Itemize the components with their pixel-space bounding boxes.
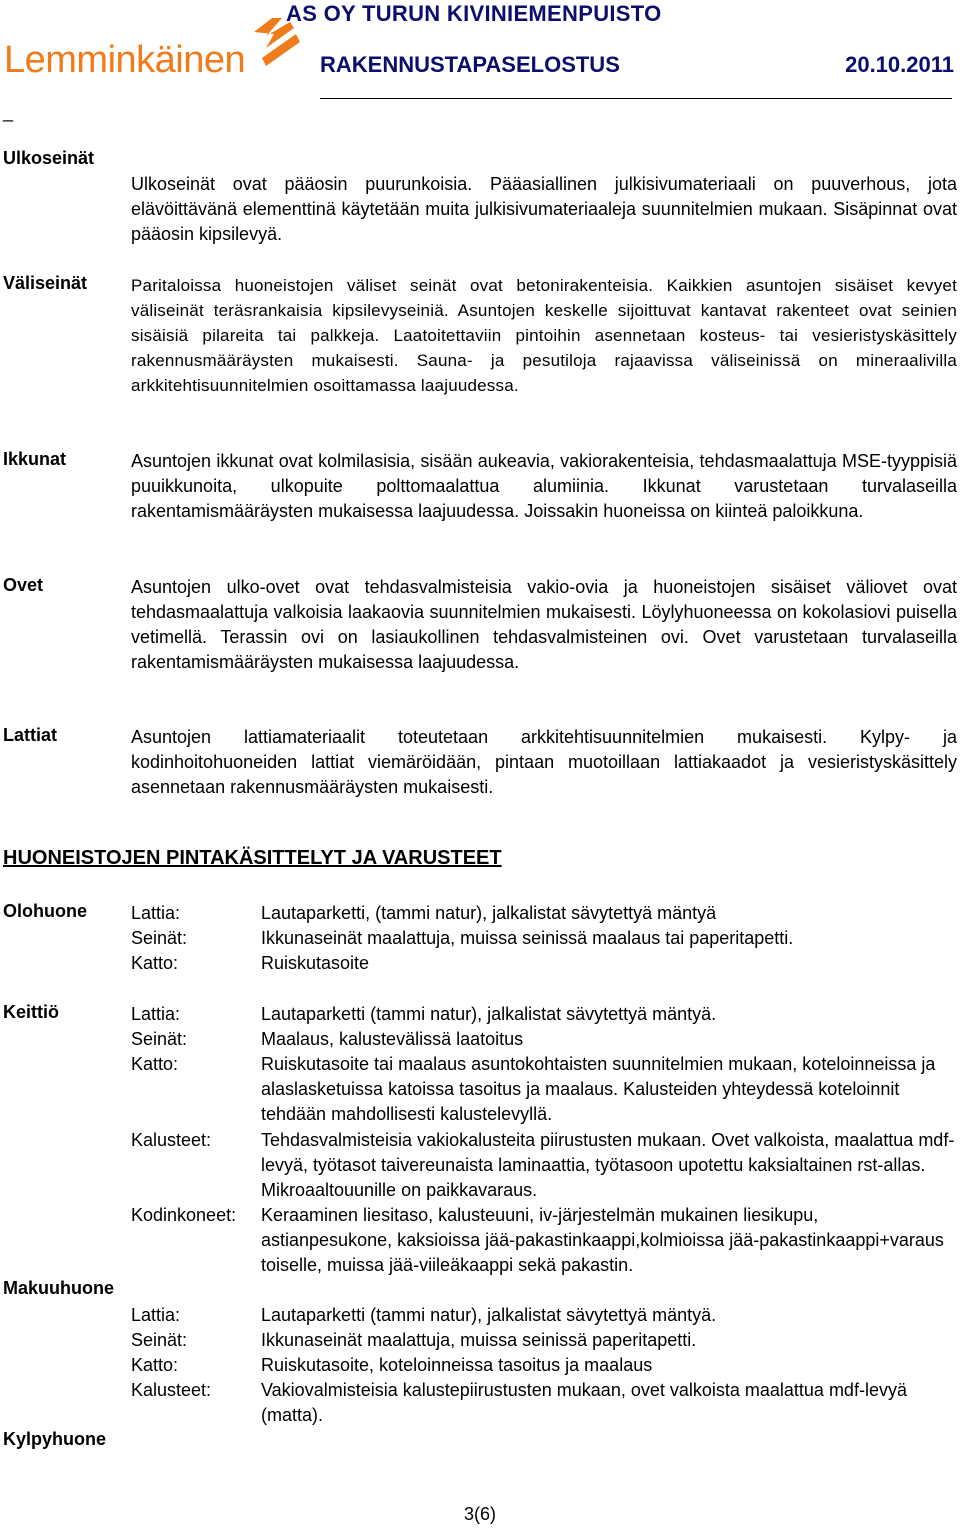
section-text-ovet: Asuntojen ulko-ovet ovat tehdasvalmisteisia vakio-ovia ja huoneistojen sisäiset väliovet ovat tehdasmaalattuja valkoisia laakaovia suunnitelmien mukaisesti. Löylyhuoneessa on kokolasiovi puisella vetimellä. Terassin ovi on lasiaukollinen tehdasvalmisteinen ovi. Ovet varustetaan turvalaseilla rakentamismääräysten mukaisessa laajuudessa. bbox=[131, 577, 957, 672]
row-key: Seinät: bbox=[131, 928, 188, 948]
row-key: Katto: bbox=[131, 1355, 179, 1375]
row-key: Seinät: bbox=[131, 1029, 188, 1049]
section-text-ikkunat: Asuntojen ikkunat ovat kolmilasisia, sisään aukeavia, vakiorakenteisia, tehdasmaalattuja MSE-tyyppisiä puuikkunoita, ulkopuite polttomaalattua alumiinia. Ikkunat varustetaan turvalaseilla rakentamismääräysten mukaisessa laajuudessa. Joissakin huoneissa on kiinteä paloikkuna. bbox=[131, 451, 957, 521]
row-value: Ruiskutasoite tai maalaus asuntokohtaisten suunnitelmien mukaan, koteloinneissa ja alaslasketuissa katoissa tasoitus ja maalaus. Kalusteiden yhteydessä koteloinnit tehdään mahdollisesti kalustelevyllä. bbox=[261, 1054, 936, 1124]
row-key: Katto: bbox=[131, 1054, 179, 1074]
row-value: Vakiovalmisteisia kalustepiirustusten mukaan, ovet valkoista maalattua mdf-levyä (matta). bbox=[261, 1380, 907, 1425]
section-label-ikkunat: Ikkunat bbox=[3, 449, 67, 469]
row-key: Kalusteet: bbox=[131, 1130, 212, 1150]
svg-text:Lemminkäinen: Lemminkäinen bbox=[4, 39, 246, 81]
section-label-ulkoseinat: Ulkoseinät bbox=[3, 148, 95, 168]
row-key: Lattia: bbox=[131, 1305, 181, 1325]
company-name: AS OY TURUN KIVINIEMENPUISTO bbox=[286, 1, 662, 26]
section-text-ulkoseinat: Ulkoseinät ovat pääosin puurunkoisia. Pääasiallinen julkisivumateriaali on puuverhous, jota elävöittävänä elementtinä käytetään muita julkisivumateriaaleja suunnitelmien mukaan. Sisäpinnat ovat pääosin kipsilevyä. bbox=[131, 174, 957, 244]
document-type: RAKENNUSTAPASELOSTUS bbox=[320, 52, 620, 77]
row-key: Lattia: bbox=[131, 1004, 181, 1024]
row-value: Maalaus, kalustevälissä laatoitus bbox=[261, 1029, 524, 1049]
row-value: Keraaminen liesitaso, kalusteuuni, iv-järjestelmän mukainen liesikupu, bbox=[261, 1205, 819, 1225]
row-value: Lautaparketti (tammi natur), jalkalistat sävytettyä mäntyä. bbox=[261, 1004, 717, 1024]
section-label-ovet: Ovet bbox=[3, 575, 44, 595]
lemminkainen-logo bbox=[4, 14, 304, 88]
row-key: Kodinkoneet: bbox=[131, 1205, 237, 1225]
header-divider bbox=[320, 98, 952, 99]
header-dash: _ bbox=[3, 102, 14, 122]
room-olohuone: Olohuone bbox=[3, 901, 87, 921]
room-kylpyhuone: Kylpyhuone bbox=[3, 1429, 107, 1449]
row-value: Ikkunaseinät maalattuja, muissa seinissä paperitapetti. bbox=[261, 1330, 697, 1350]
room-makuuhuone: Makuuhuone bbox=[3, 1278, 114, 1298]
row-value: Lautaparketti, (tammi natur), jalkalistat sävytettyä mäntyä bbox=[261, 903, 717, 923]
row-value: Ruiskutasoite, koteloinneissa tasoitus ja maalaus bbox=[261, 1355, 653, 1375]
row-value: Tehdasvalmisteisia vakiokalusteita piirustusten mukaan. Ovet valkoista, maalattua mdf-levyä, työtasot taivereunaista laminaattia, työtasoon upotettu kaksialtainen rst-allas. Mikroaaltouunille on paikkavaraus. bbox=[261, 1130, 955, 1200]
section-label-lattiat: Lattiat bbox=[3, 725, 57, 745]
document-date: 20.10.2011 bbox=[845, 52, 954, 77]
finishes-heading: HUONEISTOJEN PINTAKÄSITTELYT JA VARUSTEET bbox=[3, 847, 502, 869]
section-text-valiseinat: Paritaloissa huoneistojen väliset seinät ovat betonirakenteisia. Kaikkien asuntojen sisäiset kevyet väliseinät teräsrankaisia kipsilevyseiniä. Asuntojen keskelle sijoittuvat kantavat rakenteet ovat seinien sisäisiä pilareita tai palkkeja. Laatoitettaviin pintoihin asennetaan kosteus- tai vesieristyskäsittely rakennusmääräysten mukaisesti. Sauna- ja pesutiloja rajaavissa väliseinissä on mineraalivilla arkkitehtisuunnitelmien osoittamassa laajuudessa. bbox=[131, 276, 957, 395]
row-key: Lattia: bbox=[131, 903, 181, 923]
row-key: Katto: bbox=[131, 953, 179, 973]
page-number: 3(6) bbox=[463, 1504, 496, 1524]
room-keittio: Keittiö bbox=[3, 1002, 59, 1022]
row-value: Ruiskutasoite bbox=[261, 953, 370, 973]
section-label-valiseinat: Väliseinät bbox=[3, 273, 88, 293]
row-value-continued: astianpesukone, kaksioissa jää-pakastinkaappi,kolmioissa jää-pakastinkaappi+varaus toiselle, muissa jää-viileäkaappi sekä pakastin. bbox=[261, 1230, 944, 1275]
row-value: Lautaparketti (tammi natur), jalkalistat sävytettyä mäntyä. bbox=[261, 1305, 717, 1325]
row-value: Ikkunaseinät maalattuja, muissa seinissä maalaus tai paperitapetti. bbox=[261, 928, 794, 948]
row-key: Kalusteet: bbox=[131, 1380, 212, 1400]
row-key: Seinät: bbox=[131, 1330, 188, 1350]
page-header bbox=[0, 0, 960, 100]
section-text-lattiat: Asuntojen lattiamateriaalit toteutetaan arkkitehtisuunnitelmien mukaisesti. Kylpy- ja kodinhoitohuoneiden lattiat viemäröidään, pintaan muotoillaan lattiakaadot ja vesieristyskäsittely asennetaan rakennusmääräysten mukaisesti. bbox=[131, 727, 957, 797]
